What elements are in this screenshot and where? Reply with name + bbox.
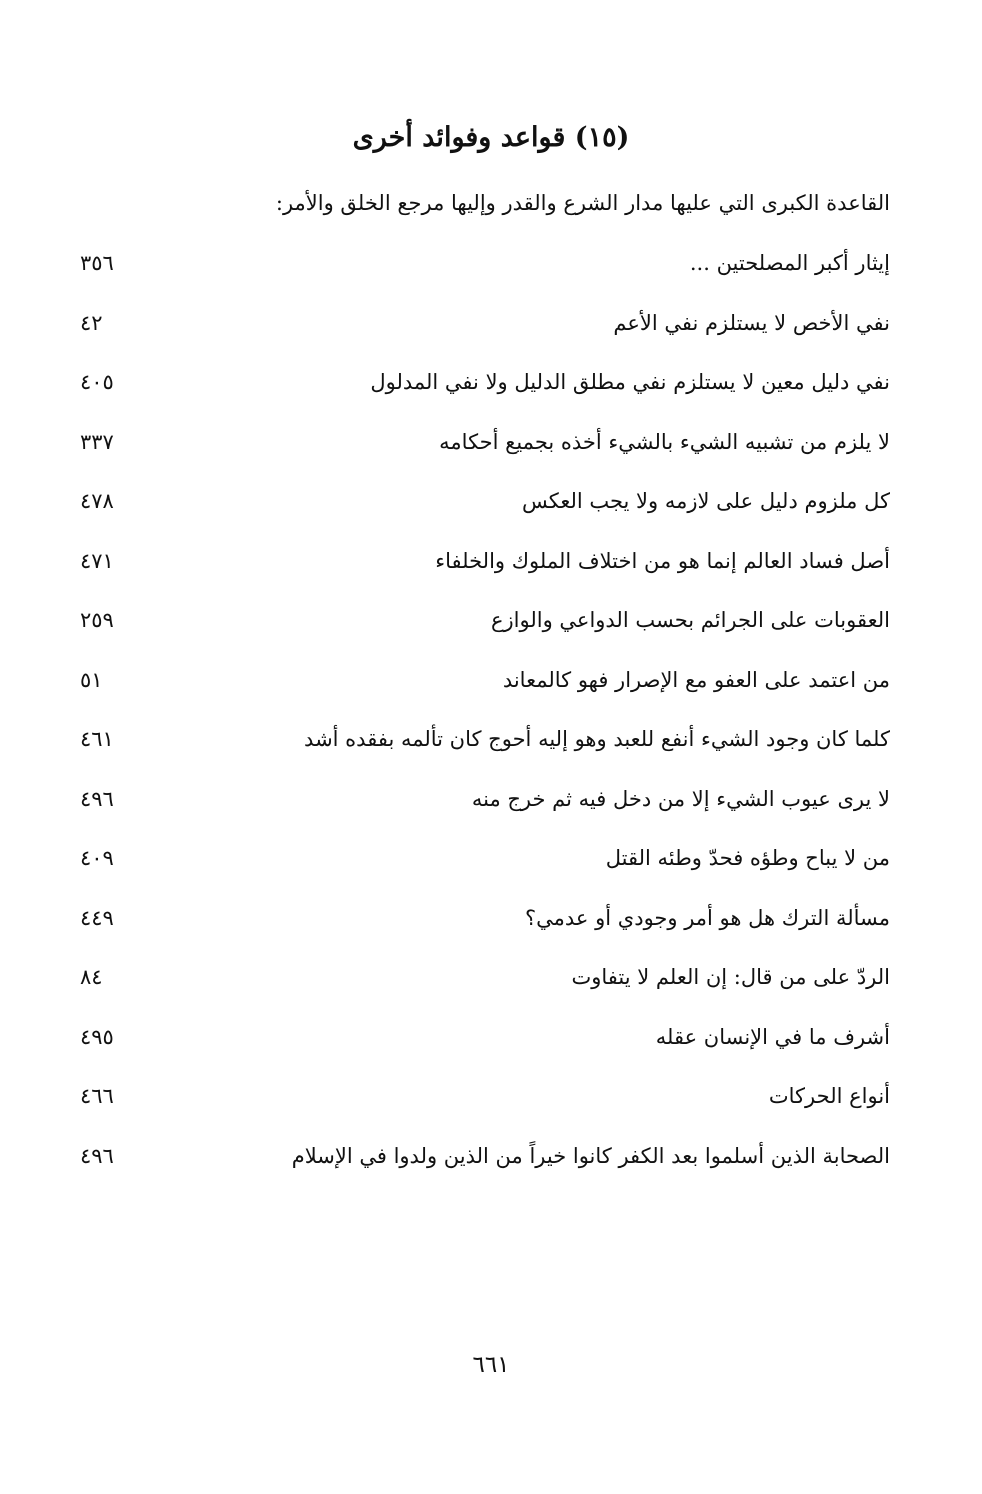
entry-text: لا يرى عيوب الشيء إلا من دخل فيه ثم خرج منه [471, 786, 890, 811]
index-entry [80, 365, 890, 425]
entry-text: مسألة الترك هل هو أمر وجودي أو عدمي؟ [525, 905, 890, 930]
entry-page-number: ٣٣٧ [80, 429, 114, 454]
entry-text: نفي دليل معين لا يستلزم نفي مطلق الدليل ولا نفي المدلول [370, 370, 890, 394]
entry-page-number: ٤٤٩ [80, 905, 114, 930]
index-entry [80, 246, 890, 306]
entry-page-number: ٤٩٦ [80, 786, 114, 811]
entry-page-number: ٨٤ [80, 965, 103, 989]
index-entry [80, 306, 890, 366]
intro-text: القاعدة الكبرى التي عليها مدار الشرع والقدر وإليها مرجع الخلق والأمر: [275, 191, 890, 215]
entry-page-number: ٤٢ [80, 310, 103, 335]
index-list [80, 246, 890, 1198]
index-entry [80, 425, 890, 485]
index-entry [80, 1139, 890, 1199]
entry-text: من اعتمد على العفو مع الإصرار فهو كالمعاند [502, 667, 890, 692]
entry-text: لا يلزم من تشبيه الشيء بالشيء أخذه بجميع أحكامه [439, 429, 890, 454]
entry-text: من لا يباح وطؤه فحدّ وطئه القتل [605, 846, 890, 870]
entry-page-number: ٢٥٩ [80, 608, 114, 632]
section-heading: (١٥) قواعد وفوائد أخرى [352, 122, 630, 153]
index-entry [80, 1020, 890, 1080]
entry-text: كل ملزوم دليل على لازمه ولا يجب العكس [521, 489, 890, 513]
entry-text: أصل فساد العالم إنما هو من اختلاف الملوك والخلفاء [435, 548, 890, 573]
entry-text: أنواع الحركات [768, 1084, 890, 1108]
index-entry [80, 544, 890, 604]
page-number: ٦٦١ [472, 1352, 510, 1378]
index-entry [80, 603, 890, 663]
index-entry [80, 901, 890, 961]
index-entry [80, 484, 890, 544]
index-entry [80, 1079, 890, 1139]
entry-page-number: ٤٠٥ [80, 370, 114, 394]
entry-page-number: ٤٧٨ [80, 489, 114, 513]
entry-page-number: ٤٦٦ [80, 1084, 114, 1108]
entry-page-number: ٤٠٩ [80, 846, 114, 870]
entry-page-number: ٣٥٦ [80, 251, 114, 275]
entry-page-number: ٤٩٥ [80, 1024, 114, 1049]
index-entry [80, 663, 890, 723]
entry-page-number: ٤٦١ [80, 727, 114, 751]
index-entry [80, 960, 890, 1020]
index-entry [80, 782, 890, 842]
entry-page-number: ٤٩٦ [80, 1143, 114, 1168]
entry-text: إيثار أكبر المصلحتين ... [689, 251, 890, 275]
entry-text: نفي الأخص لا يستلزم نفي الأعم [613, 310, 890, 335]
index-entry [80, 841, 890, 901]
entry-text: العقوبات على الجرائم بحسب الدواعي والوازع [491, 608, 890, 632]
entry-text: الصحابة الذين أسلموا بعد الكفر كانوا خيراً من الذين ولدوا في الإسلام [291, 1143, 890, 1168]
index-entry [80, 722, 890, 782]
entry-text: أشرف ما في الإنسان عقله [655, 1024, 890, 1049]
entry-page-number: ٤٧١ [80, 548, 114, 573]
entry-page-number: ٥١ [80, 667, 103, 692]
entry-text: كلما كان وجود الشيء أنفع للعبد وهو إليه أحوج كان تألمه بفقده أشد [304, 727, 890, 751]
entry-text: الردّ على من قال: إن العلم لا يتفاوت [571, 965, 890, 989]
